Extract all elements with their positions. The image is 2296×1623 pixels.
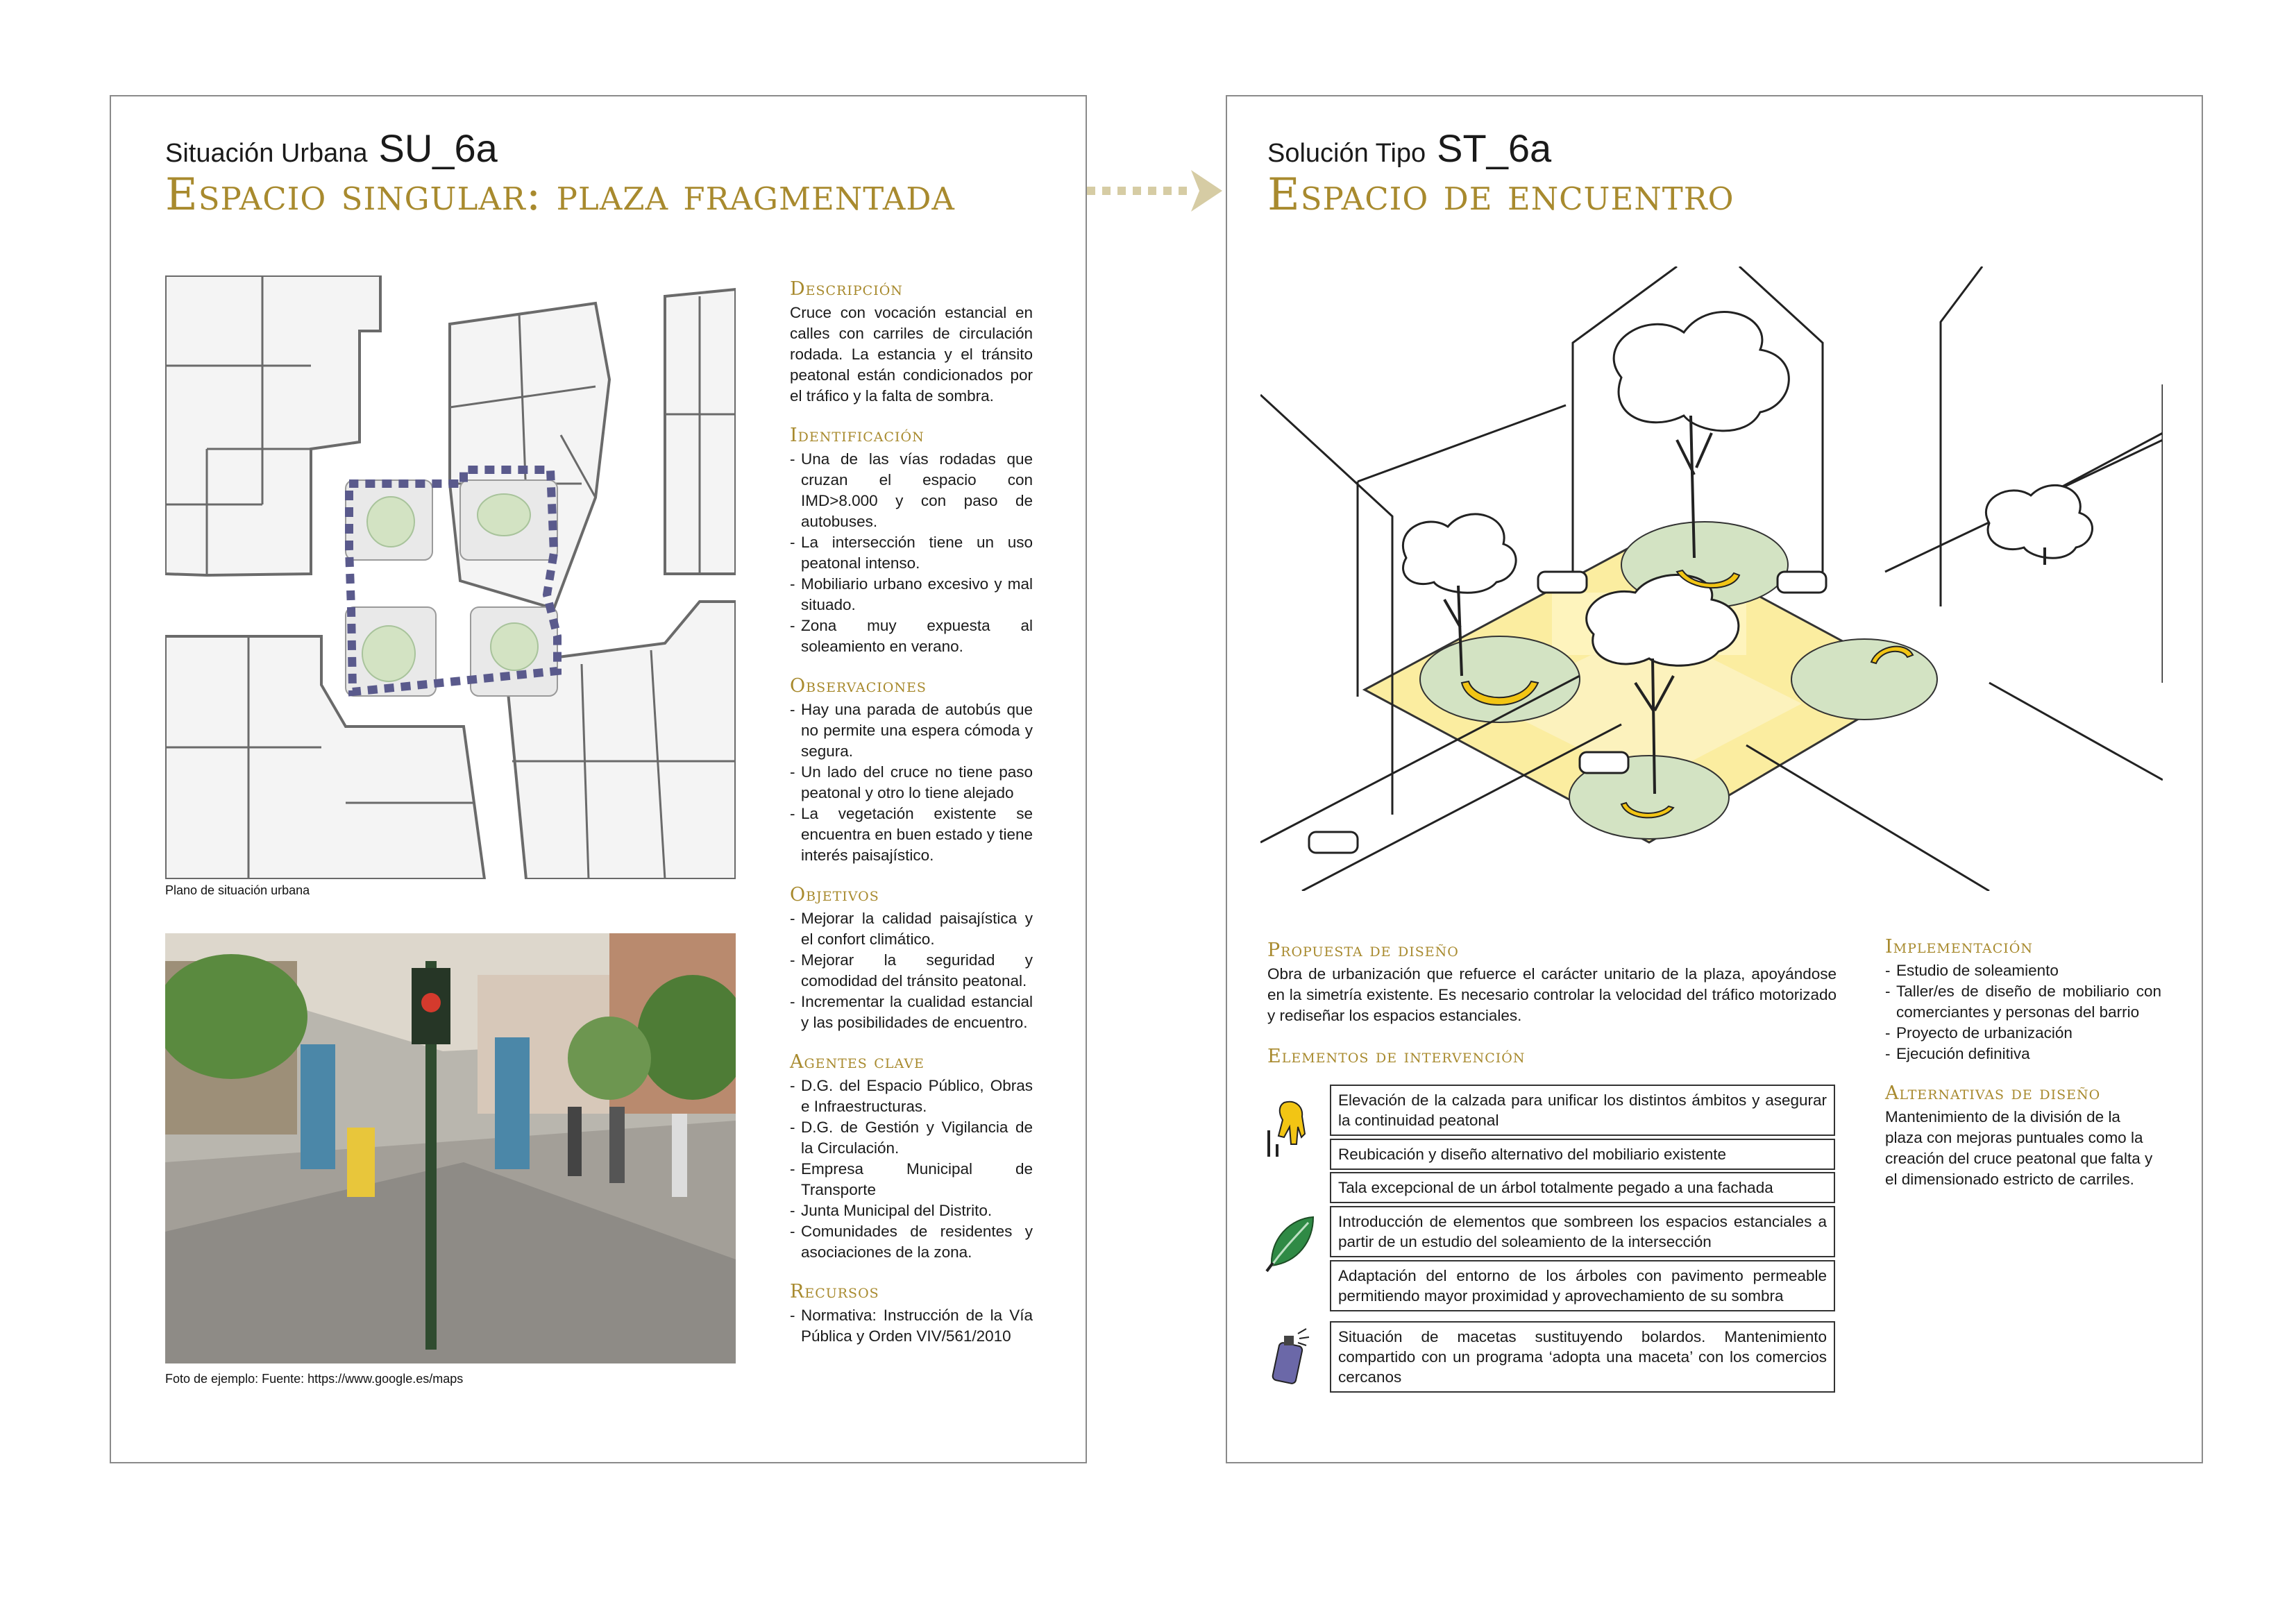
- pedestrian-icon: [1263, 1096, 1319, 1158]
- panel-solucion-tipo: [1226, 95, 2203, 1463]
- heading-elementos: Elementos de intervención: [1267, 1046, 1526, 1067]
- element-box: Reubicación y diseño alternativo del mobiliario existente: [1330, 1139, 1835, 1170]
- list-item: - La vegetación existente se encuentra en buen estado y tiene interés paisajístico.: [790, 804, 1033, 866]
- axonometric-plaza-illustration: [1260, 266, 2163, 891]
- list-item: - D.G. del Espacio Público, Obras e Infraestructuras.: [790, 1076, 1033, 1117]
- list-item: - Estudio de soleamiento: [1885, 960, 2161, 981]
- leaf-icon: [1263, 1210, 1319, 1273]
- heading-recursos: Recursos: [790, 1281, 879, 1302]
- panel-situacion-urbana: [110, 95, 1087, 1463]
- list-objetivos: [790, 908, 1033, 1033]
- list-item: - Una de las vías rodadas que cruzan el espacio con IMD>8.000 y con paso de autobuses.: [790, 449, 1033, 532]
- list-item: - Hay una parada de autobús que no permite una espera cómoda y segura.: [790, 699, 1033, 762]
- list-implementacion: [1885, 960, 2161, 1064]
- right-title: Espacio de encuentro: [1267, 169, 1734, 221]
- text-descripcion: Cruce con vocación estancial en calles con carriles de circulación rodada. La estancia y el tránsito peatonal están condicionados por el tráfico y la falta de sombra.: [790, 304, 1033, 405]
- list-identificacion: [790, 449, 1033, 657]
- heading-observaciones: Observaciones: [790, 675, 927, 697]
- elementos-group-3: [1330, 1321, 1835, 1393]
- right-kicker-label: Solución Tipo: [1267, 139, 1426, 168]
- list-item: - Empresa Municipal de Transporte: [790, 1159, 1033, 1200]
- list-item: - D.G. de Gestión y Vigilancia de la Circulación.: [790, 1117, 1033, 1159]
- street-photo: [165, 933, 736, 1363]
- urban-situation-map: [165, 275, 736, 879]
- left-code: SU_6a: [378, 126, 498, 170]
- list-item: - Mobiliario urbano excesivo y mal situado.: [790, 574, 1033, 615]
- list-item: - Taller/es de diseño de mobiliario con comerciantes y personas del barrio: [1885, 981, 2161, 1023]
- list-item: - Un lado del cruce no tiene paso peatonal y otro lo tiene alejado: [790, 762, 1033, 804]
- list-item: - Mejorar la seguridad y comodidad del tránsito peatonal.: [790, 950, 1033, 992]
- left-title: Espacio singular: plaza fragmentada: [165, 169, 955, 221]
- heading-objetivos: Objetivos: [790, 884, 879, 906]
- heading-propuesta: Propuesta de diseño: [1267, 940, 1459, 961]
- list-item: - Ejecución definitiva: [1885, 1044, 2161, 1064]
- element-box: Tala excepcional de un árbol totalmente pegado a una fachada: [1330, 1172, 1835, 1203]
- list-item: - Junta Municipal del Distrito.: [790, 1200, 1033, 1221]
- map-caption: Plano de situación urbana: [165, 883, 310, 897]
- propuesta-section: [1267, 940, 1837, 1026]
- list-item: - Zona muy expuesta al soleamiento en verano.: [790, 615, 1033, 657]
- heading-identificacion: Identificación: [790, 425, 925, 446]
- elementos-group-1: [1330, 1085, 1835, 1170]
- elementos-group-2: [1330, 1172, 1835, 1311]
- list-item: - La intersección tiene un uso peatonal intenso.: [790, 532, 1033, 574]
- list-agentes: [790, 1076, 1033, 1263]
- element-box: Adaptación del entorno de los árboles con pavimento permeable permitiendo mayor proximidad y aprovechamiento de su sombra: [1330, 1260, 1835, 1311]
- list-item: - Normativa: Instrucción de la Vía Pública y Orden VIV/561/2010: [790, 1305, 1033, 1347]
- heading-alternativas: Alternativas de diseño: [1885, 1082, 2101, 1104]
- right-kicker: [1267, 126, 1551, 171]
- list-item: - Comunidades de residentes y asociaciones de la zona.: [790, 1221, 1033, 1263]
- right-text-column: [1885, 936, 2161, 1190]
- text-propuesta: Obra de urbanización que refuerce el carácter unitario de la plaza, apoyándose en la simetría existente. Es necesario controlar la velocidad del tráfico motorizado y rediseñar los espacios estanciales.: [1267, 965, 1837, 1024]
- list-item: - Mejorar la calidad paisajística y el confort climático.: [790, 908, 1033, 950]
- element-box: Introducción de elementos que sombreen los espacios estanciales a partir de un estudio del soleamiento de la intersección: [1330, 1206, 1835, 1257]
- spray-can-icon: [1263, 1323, 1319, 1386]
- left-kicker: [165, 126, 498, 171]
- heading-agentes: Agentes clave: [790, 1051, 925, 1073]
- left-text-column: [790, 278, 1033, 1347]
- text-alternativas: Mantenimiento de la división de la plaza con mejoras puntuales como la creación del cruce peatonal que falta y el dimensionado estricto de carriles.: [1885, 1108, 2153, 1188]
- list-item: - Incrementar la cualidad estancial y las posibilidades de encuentro.: [790, 992, 1033, 1033]
- photo-caption: Foto de ejemplo: Fuente: https://www.google.es/maps: [165, 1372, 464, 1386]
- element-box: Elevación de la calzada para unificar los distintos ámbitos y asegurar la continuidad peatonal: [1330, 1085, 1835, 1136]
- list-observaciones: [790, 699, 1033, 866]
- heading-implementacion: Implementación: [1885, 936, 2033, 958]
- element-box: Situación de macetas sustituyendo bolardos. Mantenimiento compartido con un programa ‘adopta una maceta’ con los comercios cercanos: [1330, 1321, 1835, 1393]
- transition-arrow-icon: [1087, 170, 1226, 212]
- left-kicker-label: Situación Urbana: [165, 139, 368, 168]
- right-code: ST_6a: [1437, 126, 1552, 170]
- heading-descripcion: Descripción: [790, 278, 903, 300]
- list-recursos: [790, 1305, 1033, 1347]
- list-item: - Proyecto de urbanización: [1885, 1023, 2161, 1044]
